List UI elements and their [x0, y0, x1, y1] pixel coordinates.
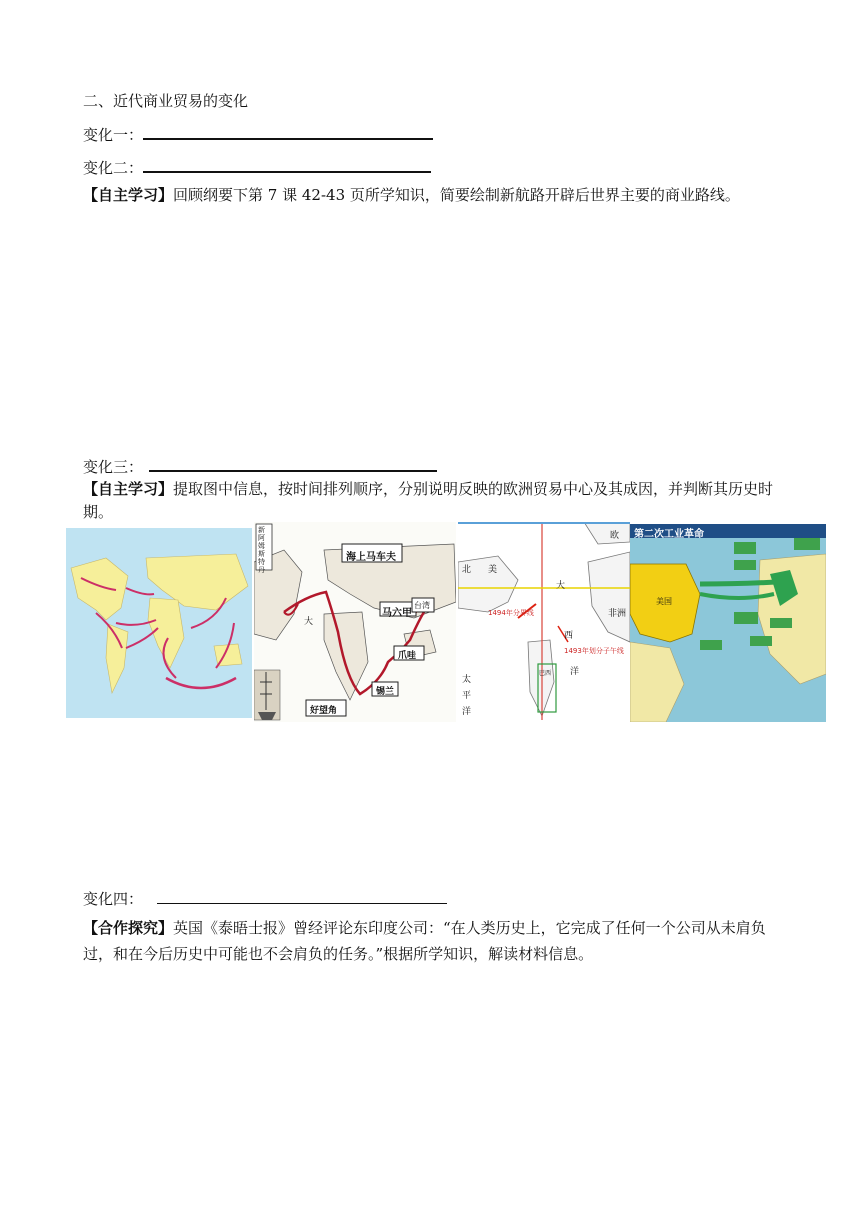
map-world-trade-routes — [66, 528, 252, 718]
self-study-2 — [83, 478, 783, 524]
change-four-blank[interactable] — [157, 903, 447, 904]
map3-label-yang: 洋 — [570, 667, 580, 677]
self-study-2-tag: 【自主学习】 — [83, 480, 174, 498]
coop-explore — [83, 915, 783, 967]
coop-explore-tag: 【合作探究】 — [83, 919, 174, 937]
change-three-label: 变化三： — [83, 458, 144, 476]
map3-label-america: 美 — [488, 565, 498, 575]
self-study-1 — [83, 184, 783, 207]
map-second-industrial-revolution — [630, 524, 826, 722]
change-one-label: 变化一： — [83, 126, 144, 144]
map3-label-africa: 非洲 — [608, 609, 627, 619]
map4-title: 第二次工业革命 — [634, 529, 704, 540]
map2-label-sea-coachman: 海上马车夫 — [346, 552, 396, 563]
map2-label-malacca: 马六甲 — [382, 608, 412, 619]
coop-explore-text: 英国《泰晤士报》曾经评论东印度公司：“在人类历史上，它完成了任何一个公司从未肩负过，和在今后历史中可能也不会肩负的任务。”根据所学知识，解读材料信息。 — [83, 919, 766, 963]
self-study-2-text: 提取图中信息，按时间排列顺序，分别说明反映的欧洲贸易中心及其成因，并判断其历史时期。 — [83, 480, 774, 521]
map3-label-1493: 1493年划分子午线 — [564, 647, 624, 655]
map2-label-new-amsterdam: 新阿姆斯特丹 — [258, 526, 265, 574]
map3-label-ping: 平 — [462, 691, 472, 701]
map2-label-ceylon: 锡兰 — [376, 687, 395, 697]
map2-label-cape: 好望角 — [310, 706, 338, 716]
map2-label-java: 爪哇 — [398, 651, 417, 661]
map3-label-1494: 1494年分界线 — [488, 609, 534, 617]
map2-label-taiwan: 台湾 — [414, 601, 430, 610]
map3-label-tai: 太 — [462, 675, 472, 685]
change-three-blank[interactable] — [149, 470, 437, 472]
change-two-label: 变化二： — [83, 159, 144, 177]
change-one — [83, 124, 433, 145]
map3-label-north: 北 — [462, 565, 472, 575]
map4-label-usa: 美国 — [656, 597, 672, 606]
map3-label-yang2: 洋 — [462, 707, 472, 717]
map3-label-europe: 欧 — [610, 531, 620, 541]
change-one-blank[interactable] — [143, 138, 433, 140]
change-two — [83, 157, 431, 178]
map-demarcation-lines — [458, 522, 630, 720]
map3-label-da: 大 — [556, 581, 566, 591]
map3-label-brazil: 巴西 — [539, 670, 552, 677]
change-four-label: 变化四： — [83, 890, 144, 908]
section-title: 二、近代商业贸易的变化 — [83, 92, 249, 110]
map-dutch-trade — [254, 522, 456, 722]
map-strip — [66, 520, 826, 722]
change-four — [83, 888, 447, 909]
change-three — [83, 456, 437, 477]
self-study-1-tag: 【自主学习】 — [83, 186, 174, 204]
map3-label-xi: 西 — [564, 631, 574, 641]
self-study-1-text: 回顾纲要下第 7 课 42-43 页所学知识，简要绘制新航路开辟后世界主要的商业路线。 — [173, 186, 740, 204]
change-two-blank[interactable] — [143, 171, 431, 173]
map2-label-da: 大 — [304, 617, 314, 627]
